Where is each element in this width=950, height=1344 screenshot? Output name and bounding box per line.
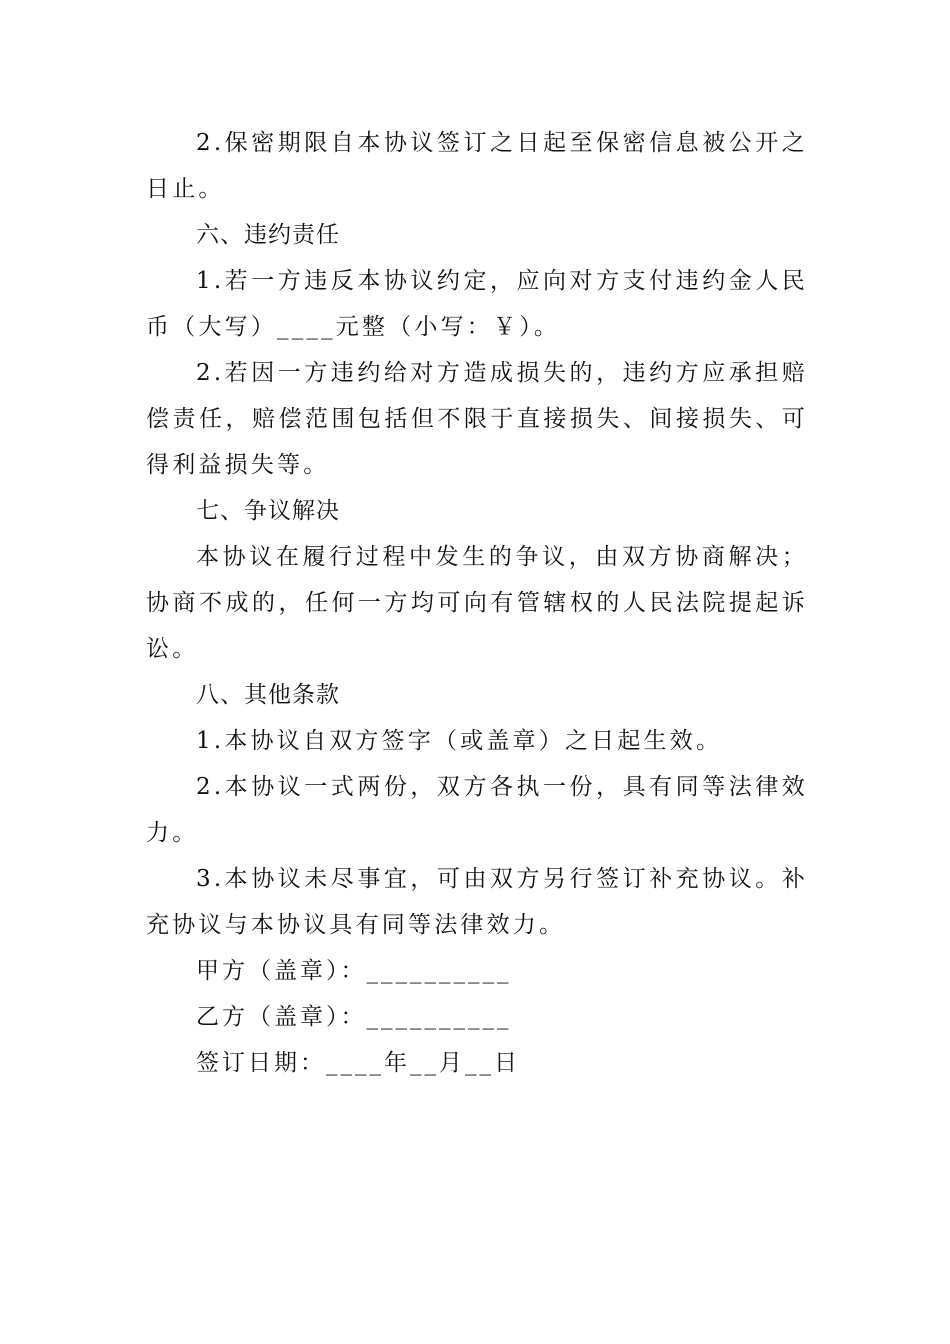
- signature-party-a: 甲方（盖章）：__________: [196, 958, 512, 984]
- signature-party-b: 乙方（盖章）：__________: [196, 1004, 512, 1030]
- section-heading-dispute: 七、争议解决: [196, 498, 340, 524]
- signature-date: 签订日期：____年__月__日: [196, 1050, 520, 1076]
- clause-breach-compensation: 2.若因一方违约给对方造成损失的，违约方应承担赔偿责任，赔偿范围包括但不限于直接损失、间接损失、可得利益损失等。: [146, 360, 808, 478]
- document-page: [146, 120, 808, 1086]
- clause-effective: 1.本协议自双方签字（或盖章）之日起生效。: [196, 728, 723, 754]
- clause-confidential-term: 2.保密期限自本协议签订之日起至保密信息被公开之日止。: [146, 130, 808, 202]
- clause-copies: 2.本协议一式两份，双方各执一份，具有同等法律效力。: [146, 774, 808, 846]
- clause-supplement: 3.本协议未尽事宜，可由双方另行签订补充协议。补充协议与本协议具有同等法律效力。: [146, 866, 808, 938]
- section-heading-other: 八、其他条款: [196, 682, 340, 708]
- section-heading-breach: 六、违约责任: [196, 222, 340, 248]
- clause-breach-penalty: 1.若一方违反本协议约定，应向对方支付违约金人民币（大写）____元整（小写：￥）。: [146, 268, 808, 340]
- clause-dispute-resolution: 本协议在履行过程中发生的争议，由双方协商解决；协商不成的，任何一方均可向有管辖权的人民法院提起诉讼。: [146, 544, 808, 662]
